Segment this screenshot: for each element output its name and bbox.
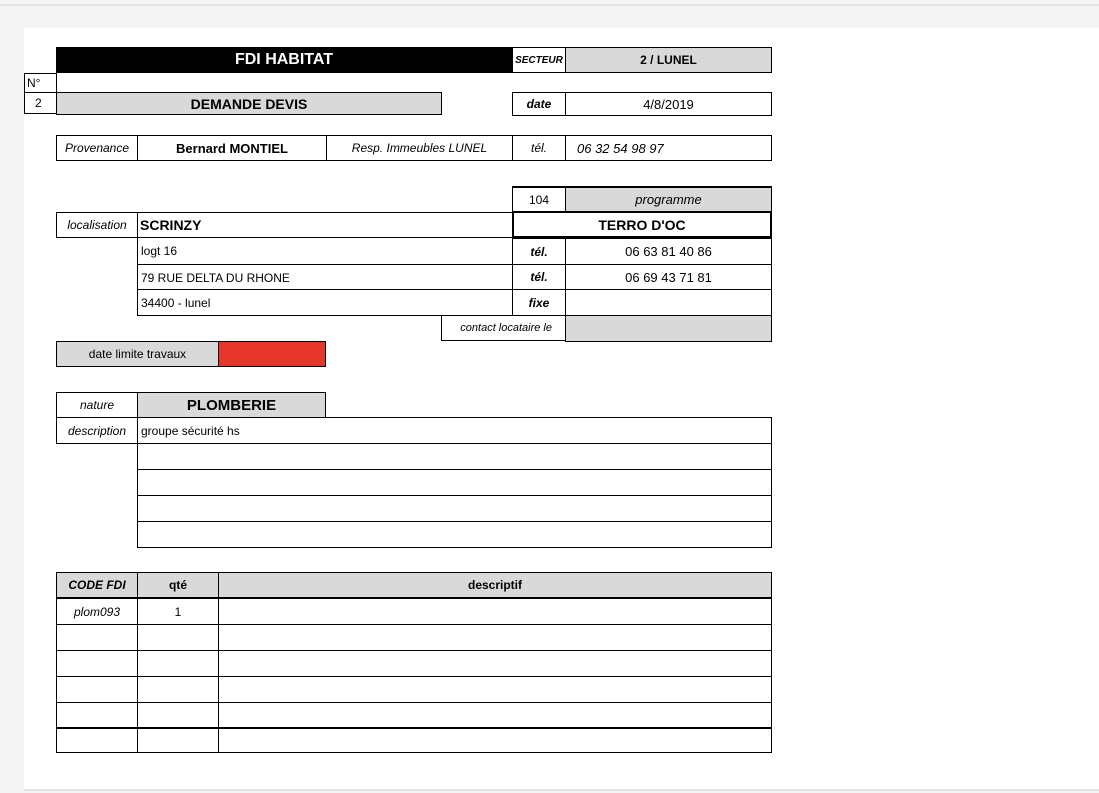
table-cell-qty: [137, 650, 219, 677]
table-cell-code: plom093: [56, 598, 138, 625]
table-cell-code: [56, 676, 138, 703]
table-cell-descriptif: [218, 650, 772, 677]
document-title: DEMANDE DEVIS: [56, 92, 442, 115]
table-header-descriptif: descriptif: [218, 572, 772, 599]
localisation-name: SCRINZY: [137, 212, 513, 238]
description-line: [137, 521, 772, 548]
provenance-tel-value: 06 32 54 98 97: [565, 135, 772, 161]
tel2-value: 06 69 43 71 81: [565, 264, 772, 290]
table-cell-descriptif: [218, 598, 772, 625]
secteur-value: 2 / LUNEL: [565, 47, 772, 73]
provenance-tel-label: tél.: [512, 135, 566, 161]
table-cell-descriptif: [218, 702, 772, 729]
table-cell-qty: [137, 702, 219, 729]
secteur-label: SECTEUR: [512, 47, 566, 73]
table-cell-descriptif: [218, 727, 772, 753]
tel1-value: 06 63 81 40 86: [565, 238, 772, 265]
bottom-border: [24, 789, 1099, 791]
company-name: FDI HABITAT: [234, 51, 334, 68]
description-line: [137, 495, 772, 522]
description-line: [137, 469, 772, 496]
description-label: description: [56, 417, 138, 444]
table-header-qty: qté: [137, 572, 219, 599]
table-cell-qty: 1: [137, 598, 219, 625]
number-label: N°: [24, 73, 57, 93]
table-cell-qty: [137, 624, 219, 651]
date-value: 4/8/2019: [565, 92, 772, 116]
table-cell-code: [56, 727, 138, 753]
table-cell-descriptif: [218, 676, 772, 703]
provenance-label: Provenance: [56, 135, 138, 161]
nature-value: PLOMBERIE: [137, 392, 326, 418]
table-cell-code: [56, 702, 138, 729]
address-line-2: 79 RUE DELTA DU RHONE: [137, 264, 513, 290]
table-cell-code: [56, 650, 138, 677]
programme-name: TERRO D'OC: [512, 211, 772, 238]
table-cell-qty: [137, 727, 219, 753]
localisation-label: localisation: [56, 212, 138, 238]
programme-code: 104: [512, 186, 566, 212]
tel2-label: tél.: [512, 264, 566, 290]
provenance-role: Resp. Immeubles LUNEL: [326, 135, 513, 161]
date-limite-label: date limite travaux: [56, 341, 219, 367]
programme-label: programme: [565, 186, 772, 212]
provenance-name: Bernard MONTIEL: [137, 135, 327, 161]
table-header-code: CODE FDI: [56, 572, 138, 599]
table-cell-qty: [137, 676, 219, 703]
table-cell-descriptif: [218, 624, 772, 651]
fixe-value: [565, 289, 772, 316]
top-border: [0, 4, 1099, 6]
description-line: [137, 443, 772, 470]
date-label: date: [512, 92, 566, 116]
fixe-label: fixe: [512, 289, 566, 316]
contact-label: contact locataire le: [441, 316, 566, 341]
date-limite-status: [218, 341, 326, 367]
contact-value: [565, 315, 772, 342]
number-value: 2: [24, 92, 57, 114]
table-cell-code: [56, 624, 138, 651]
nature-label: nature: [56, 392, 138, 418]
description-line: groupe sécurité hs: [137, 417, 772, 444]
company-banner: [56, 47, 512, 73]
address-line-1: logt 16: [137, 238, 513, 264]
address-line-3: 34400 - lunel: [137, 289, 513, 316]
tel1-label: tél.: [512, 238, 566, 265]
